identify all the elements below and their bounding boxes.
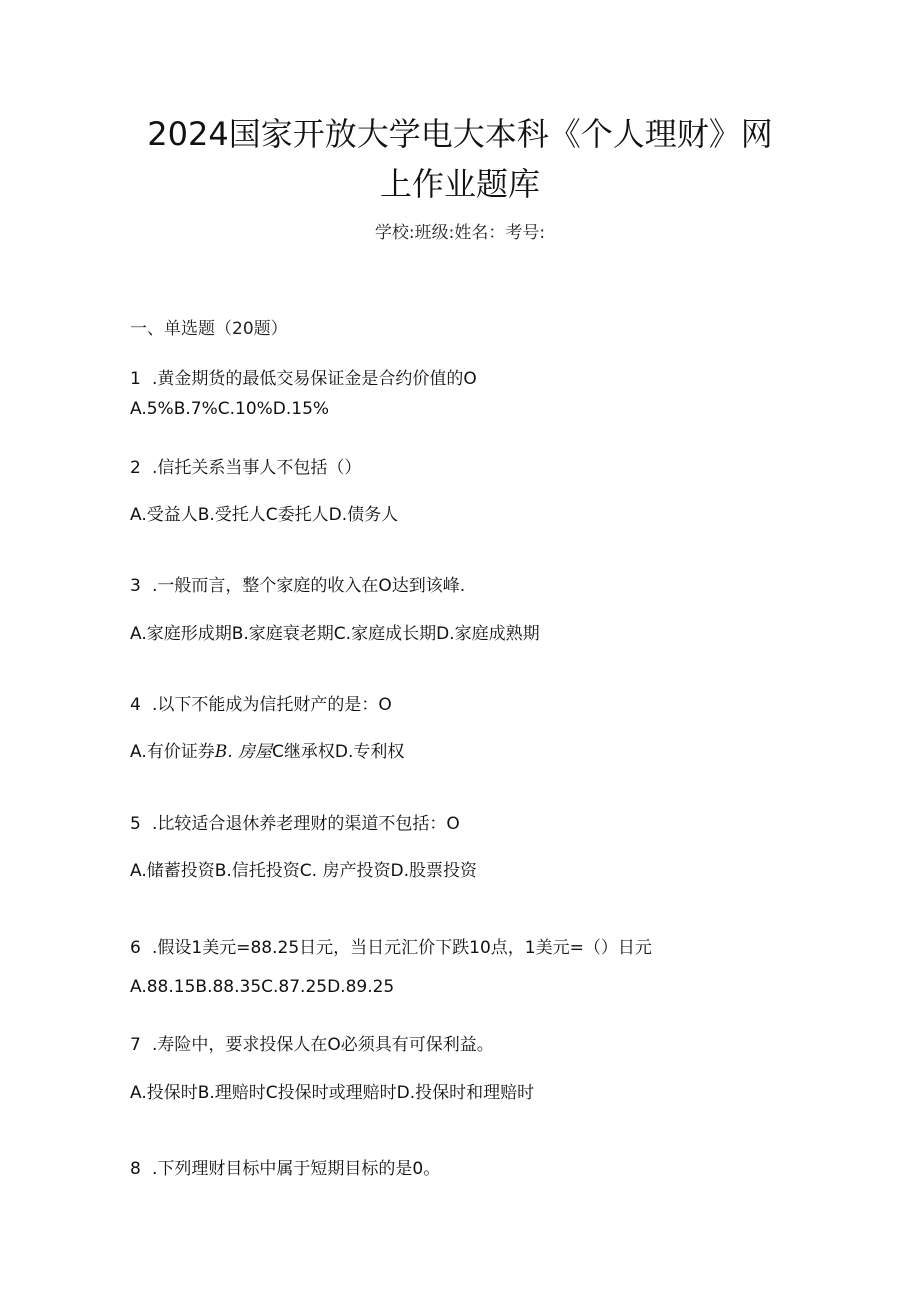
question-7	[130, 1030, 494, 1055]
question-7-options: A.投保时B.理赔时C投保时或理赔时D.投保时和理赔时	[130, 1083, 535, 1103]
question-text: .以下不能成为信托财产的是：O	[152, 695, 392, 715]
question-6-options: A.88.15B.88.35C.87.25D.89.25	[130, 977, 395, 997]
question-number: 1	[130, 369, 141, 389]
option-c-d: C继承权D.专利权	[272, 742, 405, 762]
question-text: .信托关系当事人不包括（）	[152, 458, 362, 478]
question-text: .黄金期货的最低交易保证金是合约价值的O	[152, 369, 477, 389]
question-8	[130, 1154, 440, 1179]
question-5	[130, 809, 460, 834]
question-text: .寿险中，要求投保人在O必须具有可保利益。	[152, 1035, 494, 1055]
question-number: 7	[130, 1035, 141, 1055]
question-3	[130, 571, 465, 596]
document-title-line1: 2024国家开放大学电大本科《个人理财》网	[147, 115, 773, 153]
section-heading: 一、单选题（20题）	[130, 319, 288, 339]
question-text: .一般而言，整个家庭的收入在O达到该峰.	[152, 576, 466, 596]
question-number: 6	[130, 938, 141, 958]
question-text: .假设1美元=88.25日元，当日元汇价下跌10点，1美元=（）日元	[152, 938, 652, 958]
question-number: 3	[130, 576, 141, 596]
question-6	[130, 933, 652, 958]
document-title-line2: 上作业题库	[379, 165, 540, 203]
question-text: .比较适合退休养老理财的渠道不包括：O	[152, 814, 460, 834]
question-number: 8	[130, 1159, 141, 1179]
question-number: 4	[130, 695, 141, 715]
option-b: B. 房屋	[214, 742, 273, 762]
question-number: 5	[130, 814, 141, 834]
student-info-line: 学校:班级:姓名：考号:	[374, 223, 546, 243]
question-4-options	[130, 737, 404, 762]
question-5-options: A.储蓄投资B.信托投资C. 房产投资D.股票投资	[130, 861, 477, 881]
question-2-options: A.受益人B.受托人C委托人D.债务人	[130, 505, 399, 525]
question-1	[130, 364, 477, 389]
question-2	[130, 453, 361, 478]
option-a: A.有价证券	[130, 742, 215, 762]
question-4	[130, 690, 392, 715]
question-1-options: A.5%B.7%C.10%D.15%	[130, 399, 330, 419]
question-3-options: A.家庭形成期B.家庭衰老期C.家庭成长期D.家庭成熟期	[130, 624, 540, 644]
question-text: .下列理财目标中属于短期目标的是0。	[152, 1159, 441, 1179]
question-number: 2	[130, 458, 141, 478]
